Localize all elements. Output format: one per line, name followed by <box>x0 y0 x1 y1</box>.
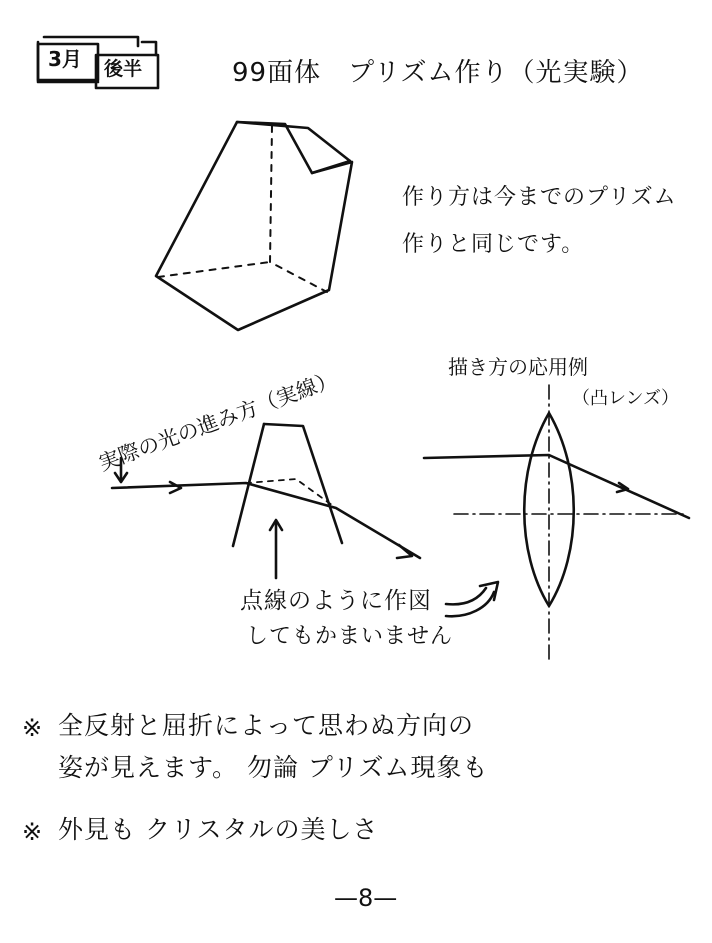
prism-diagram-caption: 実際の光の進み方（実線） <box>95 366 341 476</box>
up-arrow-icon <box>270 520 282 578</box>
light-ray-icon <box>112 479 420 558</box>
note-1-line-1: 全反射と屈折によって思わぬ方向の <box>58 711 475 740</box>
prism-icon <box>156 122 352 330</box>
note-1-line-2: 姿が見えます。 勿論 プリズム現象も <box>58 753 489 782</box>
page-title: 99面体 プリズム作り（光実験） <box>232 58 644 88</box>
lens-label: （凸レンズ） <box>572 388 680 409</box>
note-1-mark: ※ <box>22 714 43 742</box>
month-label: 3月 <box>48 47 82 71</box>
lens-diagram-caption: 描き方の応用例 <box>448 355 588 379</box>
convex-lens-icon <box>454 385 688 660</box>
dotted-note-line-1: 点線のように作図 <box>240 588 432 614</box>
note-2-mark: ※ <box>22 818 43 846</box>
dotted-note-line-2: してもかまいません <box>246 624 454 649</box>
note-2-line-1: 外見も クリスタルの美しさ <box>58 815 379 844</box>
prism-note-line-1: 作り方は今までのプリズム <box>402 185 677 210</box>
half-label: 後半 <box>104 58 143 80</box>
prism-note-line-2: 作りと同じです。 <box>402 232 585 257</box>
lens-ray-icon <box>424 455 689 518</box>
page-number: —8— <box>334 884 398 912</box>
right-curved-arrow-icon <box>446 582 498 616</box>
